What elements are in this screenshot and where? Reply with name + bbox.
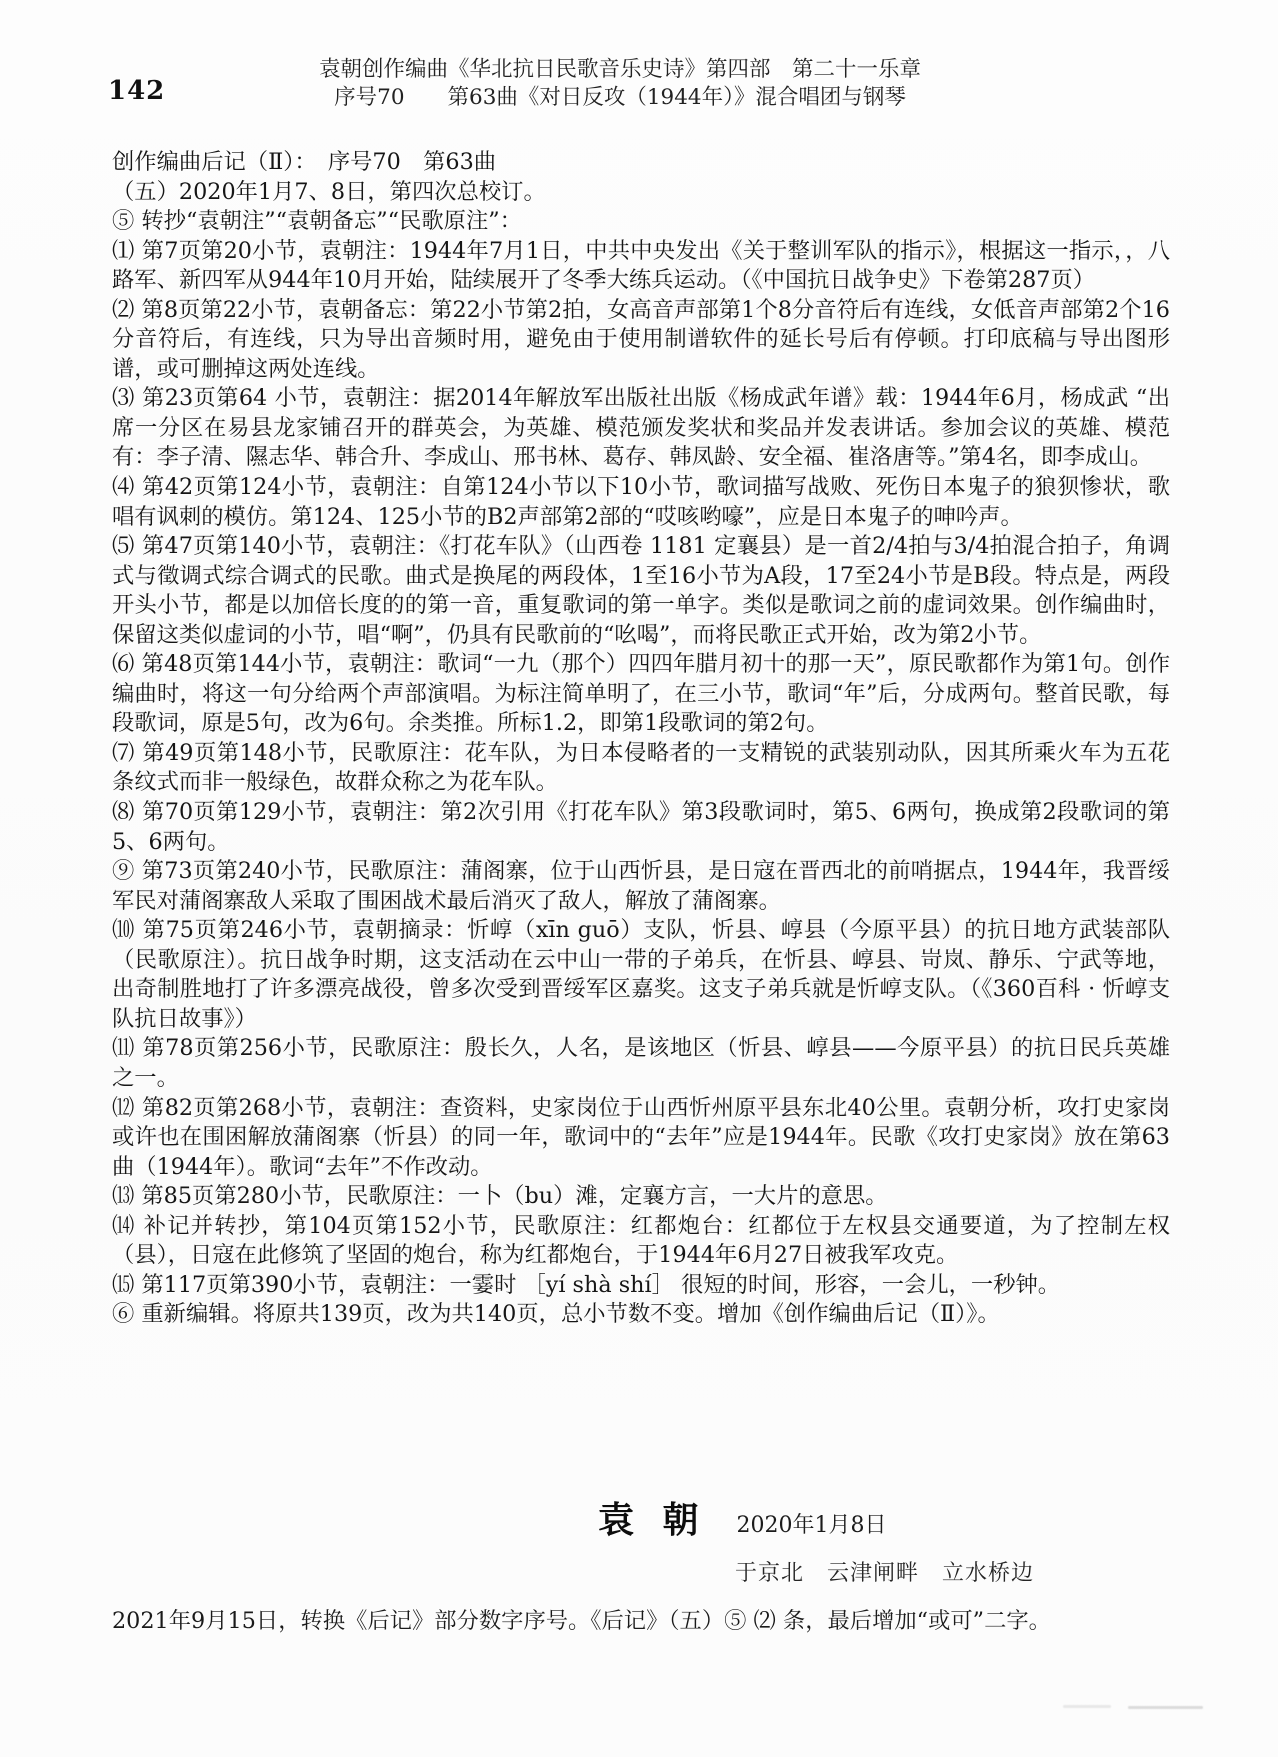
paragraph-item-5: ⑤ 转抄“袁朝注”“袁朝备忘”“民歌原注”：: [112, 208, 522, 235]
paragraph-note-4: ⑷ 第42页第124小节，袁朝注：自第124小节以下10小节，歌词描写战败、死伤日本鬼子的狼狈惨状，歌唱有讽刺的模仿。第124、125小节的B2声部第2部的“哎咳哟嚎”，应是日本鬼子的呻吟声。: [112, 474, 1170, 530]
paragraph-note-9: ⑨ 第73页第240小节，民歌原注：蒲阁寨，位于山西忻县，是日寇在晋西北的前哨据点，1944年，我晋绥军民对蒲阁寨敌人采取了围困战术最后消灭了敌人，解放了蒲阁寨。: [112, 858, 1170, 914]
paragraph-note-8: ⑻ 第70页第129小节，袁朝注：第2次引用《打花车队》第3段歌词时，第5、6两句，换成第2段歌词的第5、6两句。: [112, 799, 1170, 855]
paragraph-note-13: ⒀ 第85页第280小节，民歌原注：一卜（bu）滩，定襄方言，一大片的意思。: [112, 1183, 888, 1210]
footnote-2021: 2021年9月15日，转换《后记》部分数字序号。《后记》（五）⑤ ⑵ 条，最后增加“或可”二字。: [112, 1608, 1051, 1634]
paragraph-note-2: ⑵ 第8页第22小节，袁朝备忘：第22小节第2拍，女高音声部第1个8分音符后有连线，女低音声部第2个16分音符后，有连线，只为导出音频时用，避免由于使用制谱软件的延长号后有停顿。打印底稿与导出图形谱，或可删掉这两处连线。: [112, 296, 1170, 382]
paragraph-note-14: ⒁ 补记并转抄，第104页第152小节，民歌原注：红都炮台：红都位于左权县交通要道，为了控制左权（县），日寇在此修筑了坚固的炮台，称为红都炮台，于1944年6月27日被我军攻克。: [112, 1212, 1170, 1269]
paragraph-intro: 创作编曲后记（Ⅱ）： 序号70 第63曲: [112, 149, 497, 175]
paragraph-note-1: ⑴ 第7页第20小节，袁朝注：1944年7月1日，中共中央发出《关于整训军队的指示》，根据这一指示，，八路军、新四军从944年10月开始，陆续展开了冬季大练兵运动。（《中国抗日战争史》下卷第287页）: [112, 237, 1170, 294]
header-title-line-2: 序号70 第63曲《对日反攻（1944年）》混合唱团与钢琴: [334, 85, 906, 110]
signature-name: 袁 朝: [598, 1499, 707, 1541]
document-body: [112, 148, 1170, 1330]
signature-place: 于京北 云津闸畔 立水桥边: [735, 1561, 1035, 1586]
paragraph-revision-date: （五）2020年1月7、8日，第四次总校订。: [112, 178, 546, 205]
paragraph-note-5: ⑸ 第47页第140小节，袁朝注：《打花车队》（山西卷 1181 定襄县）是一首2/4拍与3/4拍混合拍子，角调式与徵调式综合调式的民歌。曲式是换尾的两段体，1至16小节为A段，17至24小节是B段。特点是，两段开头小节，都是以加倍长度的的第一音，重复歌词的第一单字。类似是歌词之前的虚词效果。创作编曲时，保留这类似虚词的小节，唱“啊”，仍具有民歌前的“吆喝”，而将民歌正式开始，改为第2小节。: [112, 533, 1170, 648]
paragraph-note-15: ⒂ 第117页第390小节，袁朝注：一霎时 ［yí shà shí］ 很短的时间，形容，一会儿，一秒钟。: [112, 1271, 1061, 1298]
paragraph-item-6: ⑥ 重新编辑。将原共139页，改为共140页，总小节数不变。增加《创作编曲后记（Ⅱ）》。: [112, 1301, 1000, 1328]
paragraph-note-11: ⑾ 第78页第256小节，民歌原注：殷长久，人名，是该地区（忻县、崞县——今原平县）的抗日民兵英雄之一。: [112, 1035, 1170, 1091]
signature-date: 2020年1月8日: [736, 1513, 887, 1538]
header-title-line-1: 袁朝创作编曲《华北抗日民歌音乐史诗》第四部 第二十一乐章: [318, 57, 921, 82]
paragraph-note-3: ⑶ 第23页第64 小节，袁朝注：据2014年解放军出版社出版《杨成武年谱》载：1944年6月，杨成武 “出席一分区在易县龙家铺召开的群英会，为英雄、模范颁发奖状和奖品并发表讲话。参加会议的英雄、模范有：李子清、隰志华、韩合升、李成山、邢书林、葛存、韩凤龄、安全福、崔洛唐等。”第4名，即李成山。: [112, 385, 1170, 471]
paragraph-note-7: ⑺ 第49页第148小节，民歌原注：花车队，为日本侵略者的一支精锐的武装别动队，因其所乘火车为五花条纹式而非一般绿色，故群众称之为花车队。: [112, 739, 1170, 796]
page-header: [115, 56, 1125, 112]
faint-smudge: [1063, 1705, 1111, 1708]
page-number: 142: [108, 76, 166, 106]
signature-block: [598, 1492, 887, 1543]
faint-smudge: [1128, 1706, 1203, 1709]
paragraph-note-10: ⑽ 第75页第246小节，袁朝摘录：忻崞（xīn guō）支队，忻县、崞县（今原平县）的抗日地方武装部队（民歌原注）。抗日战争时期，这支活动在云中山一带的子弟兵，在忻县、崞县、岢岚、静乐、宁武等地，出奇制胜地打了许多漂亮战役，曾多次受到晋绥军区嘉奖。这支子弟兵就是忻崞支队。（《360百科 · 忻崞支队抗日故事》）: [112, 917, 1170, 1032]
paragraph-note-6: ⑹ 第48页第144小节，袁朝注：歌词“一九（那个）四四年腊月初十的那一天”，原民歌都作为第1句。创作编曲时，将这一句分给两个声部演唱。为标注简单明了，在三小节，歌词“年”后，分成两句。整首民歌，每段歌词，原是5句，改为6句。余类推。所标1.2，即第1段歌词的第2句。: [112, 651, 1170, 737]
paragraph-note-12: ⑿ 第82页第268小节，袁朝注：查资料，史家岗位于山西忻州原平县东北40公里。袁朝分析，攻打史家岗或许也在围困解放蒲阁寨（忻县）的同一年，歌词中的“去年”应是1944年。民歌《攻打史家岗》放在第63曲（1944年）。歌词“去年”不作改动。: [112, 1094, 1170, 1180]
